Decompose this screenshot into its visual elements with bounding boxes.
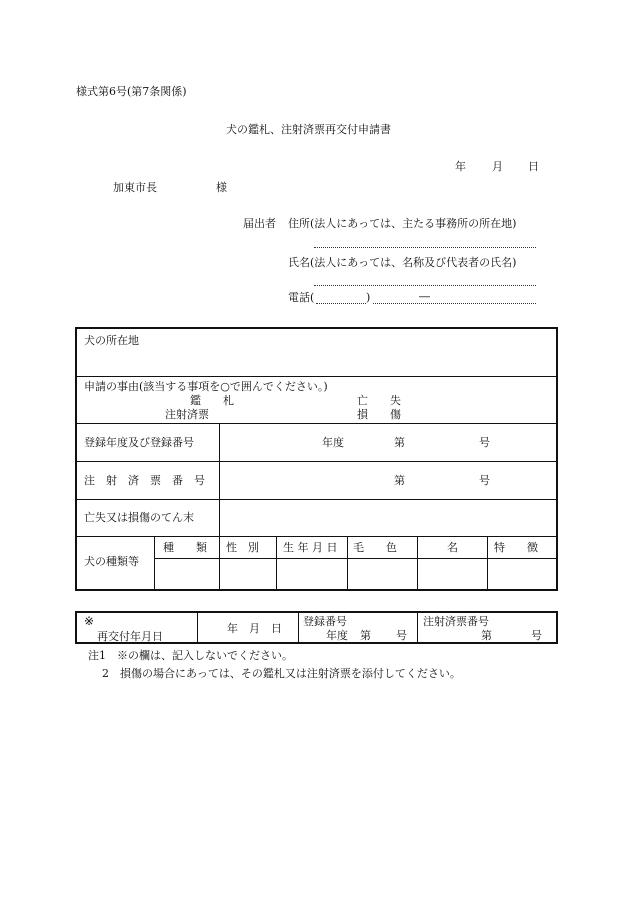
dog-color-field[interactable]: [349, 560, 416, 587]
circumstances-field[interactable]: [221, 501, 554, 534]
phone-area-field[interactable]: [316, 303, 366, 304]
registration-go: 号: [479, 436, 490, 449]
reissue-date-label: 再交付年月日: [97, 630, 163, 643]
date-year-label: 年: [455, 160, 466, 173]
phone-number-field[interactable]: [373, 303, 536, 304]
injection-label: 注 射 済 票 番 号: [84, 474, 205, 487]
name-field[interactable]: [314, 285, 536, 286]
dog-col-color: 毛 色: [353, 541, 397, 554]
phone-close-paren: ): [366, 291, 371, 304]
office-reg-dai: 第: [360, 629, 371, 642]
form-number: 様式第6号(第7条関係): [76, 85, 187, 98]
phone-label: 電話(: [288, 291, 315, 304]
address-field[interactable]: [314, 247, 536, 248]
registration-dai: 第: [394, 436, 405, 449]
dog-birthdate-field[interactable]: [278, 560, 346, 587]
injection-go: 号: [479, 474, 490, 487]
reason-label: 申請の事由(該当する事項を○で囲んでください。): [84, 380, 328, 393]
reason-option-loss[interactable]: 亡 失: [357, 394, 401, 407]
reason-option-chusha[interactable]: 注射済票: [165, 408, 209, 421]
address-label: 住所(法人にあっては、主たる事務所の所在地): [288, 217, 517, 230]
office-inj-dai: 第: [481, 629, 492, 642]
office-inj-no-label: 注射済票番号: [423, 615, 489, 628]
office-use-table: [75, 611, 558, 644]
office-reg-no-label: 登録番号: [303, 615, 347, 628]
addressee: 加東市長: [113, 181, 157, 194]
date-day-label: 日: [528, 160, 539, 173]
applicant-label: 届出者: [243, 217, 276, 230]
dog-name-field[interactable]: [419, 560, 486, 587]
phone-dash: ―: [419, 290, 430, 303]
office-use-mark: ※: [84, 614, 95, 628]
circumstances-label: 亡失又は損傷のてん末: [84, 511, 194, 524]
injection-dai: 第: [394, 474, 405, 487]
dog-col-breed: 種 類: [163, 541, 207, 554]
honorific: 様: [216, 181, 227, 194]
dog-type-label: 犬の種類等: [84, 555, 139, 568]
application-table: [75, 327, 558, 591]
office-reg-year: 年度: [326, 629, 348, 642]
note-1: 注1 ※の欄は、記入しないでください。: [88, 649, 293, 662]
note-2: 2 損傷の場合にあっては、その鑑札又は注射済票を添付してください。: [102, 667, 461, 680]
name-label: 氏名(法人にあっては、名称及び代表者の氏名): [288, 256, 517, 269]
registration-year-unit: 年度: [322, 436, 344, 449]
dog-sex-field[interactable]: [221, 560, 275, 587]
reissue-date-value: 年 月 日: [227, 622, 282, 635]
reason-option-damage[interactable]: 損 傷: [357, 408, 401, 421]
dog-features-field[interactable]: [489, 560, 554, 587]
dog-col-birthdate: 生 年 月 日: [283, 541, 338, 554]
form-title: 犬の鑑札、注射済票再交付申請書: [226, 123, 391, 136]
reason-option-kansatsu[interactable]: 鑑 札: [190, 394, 234, 407]
dog-location-field[interactable]: [79, 351, 554, 374]
dog-location-label: 犬の所在地: [84, 334, 139, 347]
dog-col-sex: 性 別: [226, 541, 259, 554]
office-reg-go: 号: [396, 629, 407, 642]
registration-label: 登録年度及び登録番号: [84, 436, 194, 449]
date-month-label: 月: [492, 160, 503, 173]
dog-col-features: 特 徴: [494, 541, 538, 554]
dog-col-name: 名: [447, 541, 458, 554]
office-inj-go: 号: [531, 629, 542, 642]
